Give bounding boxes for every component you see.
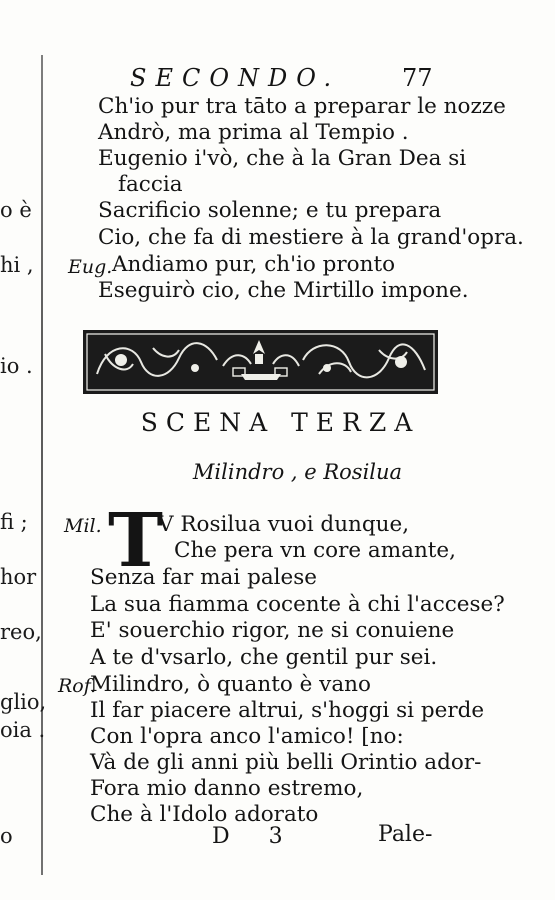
verse-line: Che à l'Idolo adorato [90,802,319,827]
drop-capital: T [108,498,164,584]
margin-fragment: glio, [0,690,47,714]
verse-line: Fora mio danno estremo, [90,776,364,801]
verse-line: Cio, che fa di mestiere à la grand'opra. [98,225,524,250]
margin-fragment: oia . [0,718,46,742]
verse-line: E' souerchio rigor, ne si conuiene [90,618,455,643]
margin-fragment: hor [0,565,37,589]
margin-fragment: o [0,824,13,848]
catchword: Pale- [378,822,433,847]
signature-mark: D 3 [212,824,299,849]
verse-line: Che pera vn core amante, [174,538,456,563]
verse-line: Il far piacere altrui, s'hoggi si perde [90,698,485,723]
verse-line: V Rosilua vuoi dunque, [158,512,410,537]
verse-line: Con l'opra anco l'amico! [no: [90,724,404,749]
verse-line: A te d'vsarlo, che gentil pur sei. [90,645,438,670]
verse-line: Ch'io pur tra tāto a preparar le nozze [98,94,506,119]
verse-line: Andrò, ma prima al Tempio . [98,120,409,145]
verse-line: Andiamo pur, ch'io pronto [112,252,396,277]
speaker-label: Rof. [58,675,97,697]
scene-characters: Milindro , e Rosilua [192,460,403,484]
margin-fragment: reo, [0,620,42,644]
ornament-headpiece [83,330,438,394]
page-number: 77 [402,64,433,92]
verse-line: La sua fiamma cocente à chi l'accese? [90,592,505,617]
verse-line: Eugenio i'vò, che à la Gran Dea si [98,146,467,171]
speaker-label: Eug. [68,256,113,278]
margin-fragment: io . [0,354,33,378]
verse-line: Và de gli anni più belli Orintio ador- [90,750,482,775]
verse-line: faccia [118,172,183,197]
margin-fragment: hi , [0,253,34,277]
running-head: SECONDO. [130,64,341,92]
verse-line: Sacrificio solenne; e tu prepara [98,198,442,223]
margin-fragment: o è [0,198,32,222]
verse-line: Milindro, ò quanto è vano [90,672,371,697]
verse-line: Senza far mai palese [90,565,318,590]
verse-line: Eseguirò cio, che Mirtillo impone. [98,278,469,303]
margin-fragment: fi ; [0,510,28,534]
speaker-label: Mil. [64,515,102,537]
scene-title: SCENA TERZA [140,408,421,437]
